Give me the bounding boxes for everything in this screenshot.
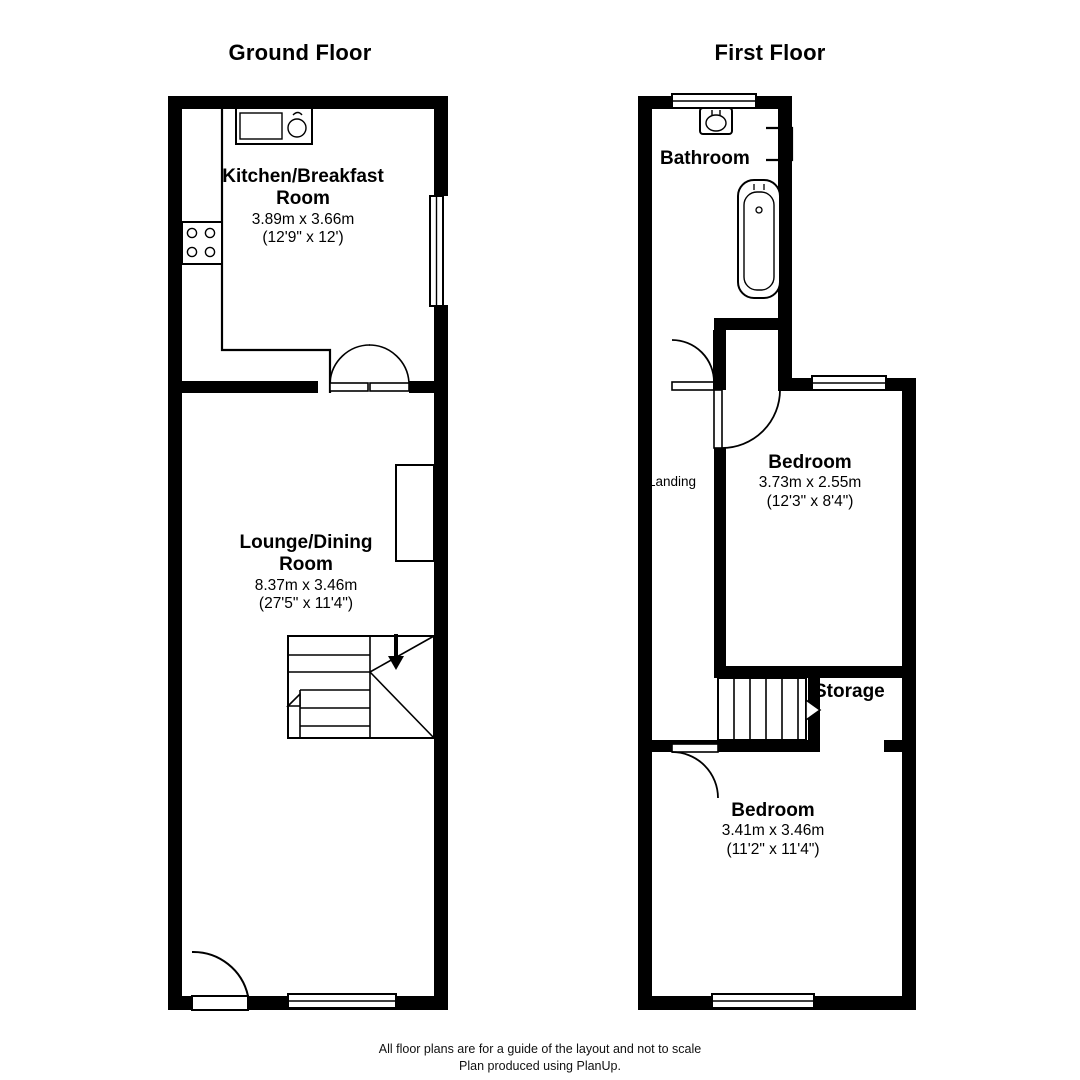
hob-ring-4 [205, 247, 214, 256]
room-name-line-1: Kitchen/Breakfast [222, 166, 384, 187]
room-name-line-1: Bedroom [768, 452, 852, 473]
room-dimension-imperial: (11'2" x 11'4") [726, 840, 820, 858]
first-lower-divider-right [884, 740, 916, 752]
room-name-line-1: Lounge/Dining [239, 532, 373, 553]
footer-credit: Plan produced using PlanUp. [459, 1059, 621, 1073]
room-name-line-2: Room [276, 188, 330, 210]
ground-kitchen-partition [222, 109, 330, 393]
first-floor-title: First Floor [714, 40, 826, 65]
front-bedroom-door [672, 744, 718, 798]
room-label-bedroom-front [653, 800, 893, 859]
room-dimension-metric: 3.73m x 2.55m [758, 474, 862, 492]
room-dimension-imperial: (27'5" x 11'4") [258, 595, 354, 613]
ground-internal-wall-left [168, 381, 318, 393]
first-staircase [718, 678, 820, 740]
room-label-bedroom-rear [690, 452, 930, 511]
first-floor-group [638, 94, 916, 1010]
ground-floor-title: Ground Floor [228, 40, 372, 65]
bathroom-wash-basin [700, 108, 732, 134]
first-top-wall-left [638, 96, 674, 109]
room-label-bathroom: Bathroom [660, 148, 750, 169]
footer-disclaimer: All floor plans are for a guide of the layout and not to scale [378, 1042, 702, 1056]
ground-double-doors [330, 345, 409, 391]
ground-entrance-door [182, 952, 248, 1010]
kitchen-sink-drainer [288, 119, 306, 137]
first-bathroom-side-wall [714, 318, 726, 390]
first-lower-divider-mid [714, 740, 820, 752]
room-name-line-1: Bedroom [731, 800, 815, 821]
room-name-line-2: Room [279, 554, 333, 576]
ground-right-wall-lower [434, 391, 448, 1010]
first-step-wall [778, 378, 814, 391]
hob-ring-3 [187, 247, 196, 256]
room-dimension-metric: 3.41m x 3.46m [721, 822, 825, 840]
ground-front-window [288, 994, 396, 1008]
landing-window [812, 376, 886, 390]
bathroom-window [672, 94, 756, 108]
bathroom-door [672, 330, 714, 390]
rear-bedroom-door [714, 390, 780, 448]
room-dimension-metric: 3.89m x 3.66m [251, 210, 355, 228]
room-dimension-metric: 8.37m x 3.46m [254, 576, 358, 594]
room-label-lounge-dining [156, 532, 456, 613]
first-front-window [712, 994, 814, 1008]
annotation-storage: Storage [814, 681, 885, 702]
ground-internal-wall-right [409, 381, 448, 393]
annotation-landing: Landing [648, 474, 697, 489]
kitchen-sink-basin [240, 113, 282, 139]
room-dimension-imperial: (12'9" x 12') [262, 229, 344, 247]
ground-right-wall-mid [434, 305, 448, 391]
bathroom-bath-tub [738, 180, 780, 298]
room-dimension-imperial: (12'3" x 8'4") [766, 492, 854, 510]
first-left-exterior-wall [638, 96, 652, 1010]
room-label-kitchen-breakfast [153, 166, 453, 247]
ground-staircase [288, 634, 434, 738]
